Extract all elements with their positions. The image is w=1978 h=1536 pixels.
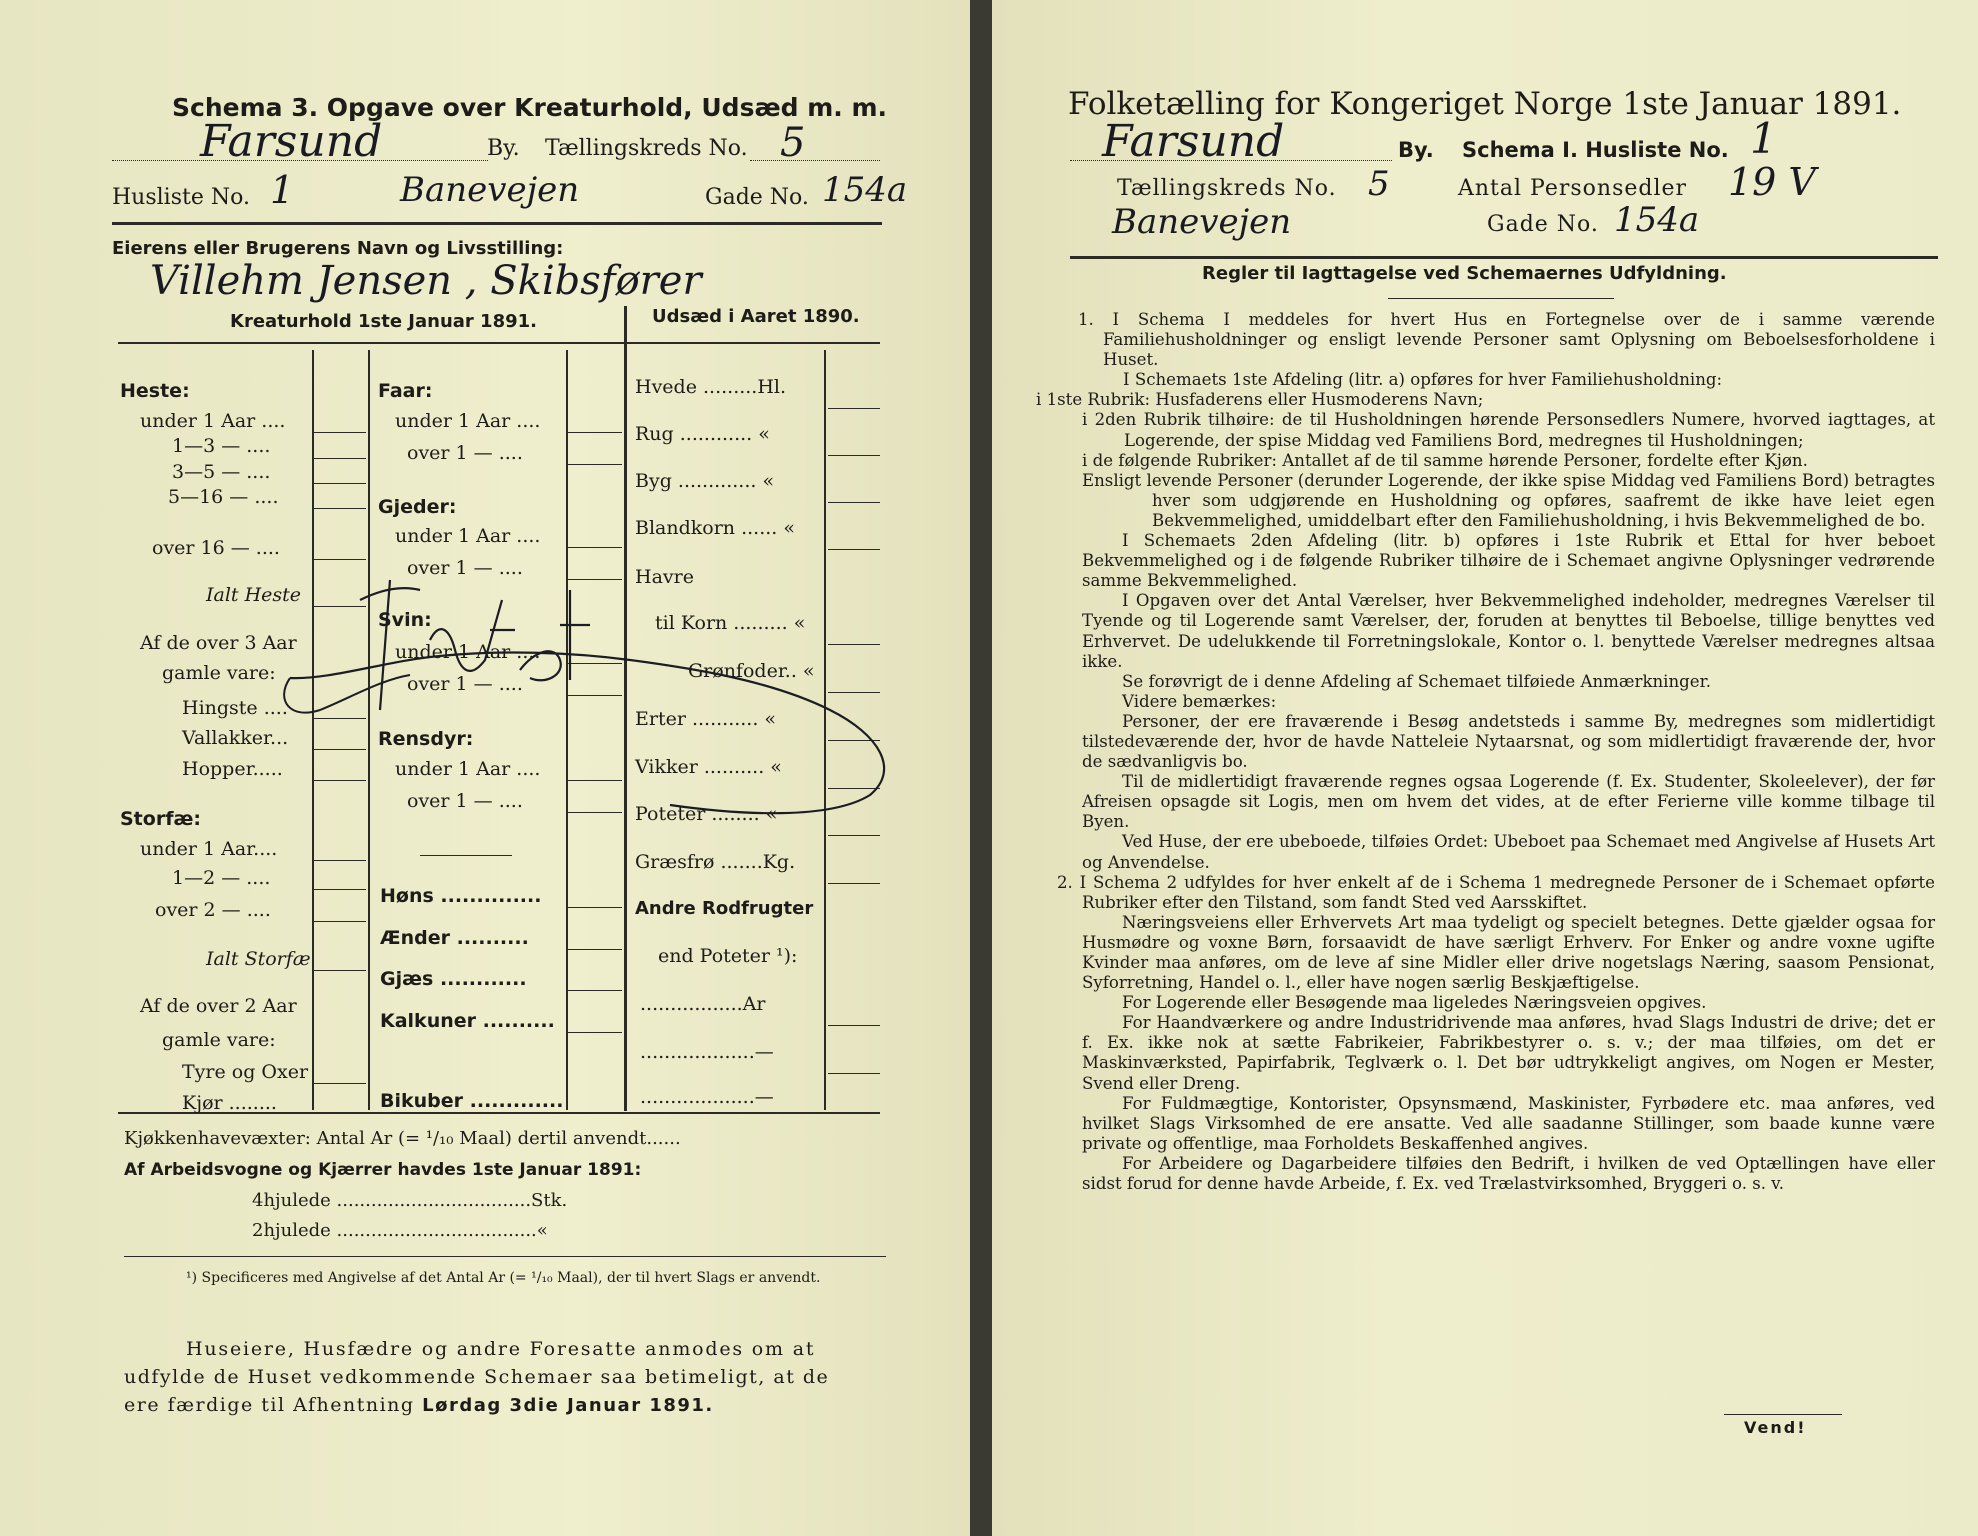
rule-para: For Haandværkere og andre Industridrivende maa anføres, hvad Slags Industri de drive; det er f. Ex. ikke nok at sætte Fabrikeier, Fabrikbestyrer o. s. v.; der maa tilføies, om det er Maskinværksted, Papirfabrik, Teglværk o. l. Det bør udtrykkeligt angives, om Nogen er Mester, Svend eller Dreng. [1082,1013,1935,1093]
storfae-sub-row: Kjør ........ [182,1092,277,1114]
gade-handwritten: 154a [1614,200,1700,240]
rule-para: i de følgende Rubriker: Antallet af de til samme hørende Personer, fordelte efter Kjøn. [1082,450,1808,470]
storfae-label: Storfæ: [120,808,201,830]
fjaerkrae-row: Ænder .......... [380,927,529,949]
udsaed-row: Vikker .......... « [635,756,782,778]
kreaturhold-heading: Kreaturhold 1ste Januar 1891. [230,311,537,332]
faar-row: over 1 — .... [407,442,523,464]
rules-body [1036,310,1935,1194]
kreds-label: Tællingskreds No. [545,136,748,161]
personsedler-label: Antal Personsedler [1458,176,1688,201]
entry-line [314,458,366,459]
kreds-label: Tællingskreds No. [1117,176,1337,201]
storfae-sub-row: Tyre og Oxer [182,1061,309,1083]
census-heading: Folketælling for Kongeriget Norge 1ste Januar 1891. [1068,86,1902,122]
rules-heading: Regler til Iagttagelse ved Schemaernes Udfyldning. [1202,263,1727,284]
city-label: By. [487,136,520,161]
hjulede-4-line: 4hjulede ..................................Stk. [252,1190,568,1211]
faar-row: under 1 Aar .... [395,410,541,432]
schema-husliste-label: Schema I. Husliste No. [1462,138,1729,162]
heste-total: Ialt Heste [206,584,302,606]
hjulede-2-line: 2hjulede ...................................« [252,1220,548,1241]
street-handwritten: Banevejen [400,170,580,210]
arbeidsvogne-line: Af Arbeidsvogne og Kjærrer havdes 1ste Januar 1891: [124,1160,642,1180]
street-handwritten: Banevejen [1112,202,1292,242]
heste-sub-heading: gamle vare: [162,662,276,684]
entry-line [828,1073,880,1074]
entry-line [314,889,366,890]
udsaed-row: Græsfrø .......Kg. [635,851,796,873]
storfae-row: under 1 Aar.... [140,838,278,860]
kjokkenhave-line: Kjøkkenhavevæxter: Antal Ar (= ¹/₁₀ Maal) dertil anvendt...... [124,1128,681,1149]
heste-sub-row: Vallakker... [182,727,289,749]
personsedler-handwritten: 19 V [1728,160,1816,204]
entry-line [568,990,622,991]
heste-row: under 1 Aar .... [140,410,286,432]
rule-2: 2. I Schema 2 udfyldes for hver enkelt af de i Schema 1 medregnede Personer de i Schemaet opførte Rubriker efter den Tilstand, som fandt Sted ved Aarsskiftet. [1057,872,1935,912]
entry-line [568,547,622,548]
rule-para: i 1ste Rubrik: Husfaderens eller Husmoderens Navn; [1036,390,1484,410]
page-gutter [970,0,992,1536]
storfae-sub-heading: gamle vare: [162,1029,276,1051]
entry-line [828,408,880,409]
udsaed-row: Erter ........... « [635,708,777,730]
rule-para: Se forøvrigt de i denne Afdeling af Schemaet tilføiede Anmærkninger. [1122,671,1712,691]
entry-line [828,835,880,836]
husliste-handwritten: 1 [1750,114,1777,163]
entry-line [314,483,366,484]
table-top-rule [118,342,880,344]
fjaerkrae-row: Høns .............. [380,885,542,907]
divider [1070,256,1938,259]
rensdyr-row: over 1 — .... [407,790,523,812]
rensdyr-label: Rensdyr: [378,728,474,750]
entry-line [828,549,880,550]
heste-sub-row: Hopper..... [182,758,283,780]
rule-para: i 2den Rubrik tilhøire: de til Husholdningen hørende Personsedlers Numere, hvorved iagttages, at Logerende, der spise Middag ved Familiens Bord, medregnes til Husholdningen; [1082,410,1935,450]
short-rule [1388,298,1614,299]
right-page-schema-1 [992,0,1978,1536]
rensdyr-row: under 1 Aar .... [395,758,541,780]
udsaed-row: end Poteter ¹): [658,945,798,967]
heste-row: 5—16 — .... [168,486,279,508]
gjeder-row: over 1 — .... [407,557,523,579]
fjaerkrae-row: Kalkuner .......... [380,1010,555,1032]
heste-row: 3—5 — .... [172,461,271,483]
short-rule [1724,1414,1842,1415]
rule-1: 1. I Schema I meddeles for hvert Hus en Fortegnelse over de i samme værende Familiehusholdninger og ensligt levende Personer samt Oplysning om Beboelsesforholdene i Huset. [1078,310,1935,370]
udsaed-row: til Korn ......... « [655,612,806,634]
entry-line [314,970,366,971]
husliste-handwritten: 1 [270,168,295,212]
entry-line [568,432,622,433]
separator [420,855,512,856]
svin-row: over 1 — .... [407,673,523,695]
udsaed-row: Andre Rodfrugter [635,898,814,919]
fjaerkrae-row: Bikuber ............. [380,1090,564,1112]
storfae-row: over 2 — .... [155,899,271,921]
entry-line [828,883,880,884]
entry-line [314,921,366,922]
entry-line [828,455,880,456]
storfae-total: Ialt Storfæ [206,948,311,970]
entry-line [828,502,880,503]
fjaerkrae-row: Gjæs ............ [380,968,527,990]
svin-row: under 1 Aar .... [395,641,541,663]
udsaed-row: Hvede .........Hl. [635,376,787,398]
heste-sub-heading: Af de over 3 Aar [140,632,297,654]
rule-para: Næringsveiens eller Erhvervets Art maa tydeligt og specielt betegnes. Dette gjælder ogsaa for Husmødre og voxne Børn, forsaavidt de have særligt Erhverv. For Enker og andre voxne ugifte Kvinder maa anføres, om de leve af sine Midler eller drive nogetslags Næring, saasom Pensionat, Syforretning, Handel o. l., eller have nogen særlig Beskjæftigelse. [1082,912,1935,993]
rule-para: For Logerende eller Besøgende maa ligeledes Næringsveien opgives. [1122,993,1707,1013]
gade-label: Gade No. [705,185,809,210]
entry-line [828,1025,880,1026]
gjeder-label: Gjeder: [378,496,457,518]
entry-line [568,907,622,908]
rule-para: Ensligt levende Personer (derunder Logerende, der ikke spise Middag ved Familiens Bord) betragtes hver som udgjørende en Husholdning og opføres, saafremt de ikke have leiet egen Bekvemmelighed, umiddelbart efter den Familiehusholdning, i hvis Bekvemmelighed de bo. [1082,470,1935,530]
gjeder-row: under 1 Aar .... [395,525,541,547]
owner-label: Eierens eller Brugerens Navn og Livsstilling: [112,238,564,259]
gade-handwritten: 154a [822,170,908,210]
udsaed-row: ...................— [640,1086,774,1108]
heste-sub-row: Hingste .... [182,697,288,719]
kreds-handwritten: 5 [780,120,806,166]
entry-line [314,432,366,433]
schema-3-heading: Schema 3. Opgave over Kreaturhold, Udsæd m. m. [172,93,888,122]
entry-line [568,1032,622,1033]
storfae-sub-heading: Af de over 2 Aar [140,995,297,1017]
rule-para: I Opgaven over det Antal Værelser, hver Bekvemmelighed indeholder, medregnes Værelser til Tyende og til Logerende samt Værelser, der, foruden at benyttes til Beboelse, tillige benyttes ved Erhvervet. De udelukkende til Forretningslokale, Kontor o. l. benyttede Værelser medregnes altsaa ikke. [1082,591,1935,671]
udsaed-row: Havre [635,566,694,588]
left-page-schema-3 [0,0,970,1536]
udsaed-row: ...................— [640,1041,774,1063]
entry-line [314,1083,366,1084]
rule-para: For Fuldmægtige, Kontorister, Opsynsmænd, Maskinister, Fyrbødere etc. maa anføres, ved hvilket Slags Virksomhed de ere ansatte. Ved alle saadanne Stillinger, som baade kunne være private og offentlige, maa Forholdets Beskaffenhed angives. [1082,1093,1935,1153]
rule-para: Til de midlertidigt fraværende regnes ogsaa Logerende (f. Ex. Studenter, Skoleelever), der før Afreisen opsagde sit Logis, men om hvem det vides, at de efter Ferierne ville komme tilbage til Byen. [1082,772,1935,832]
udsaed-row: Poteter ........ « [635,803,778,825]
city-handwritten: Farsund [200,116,383,167]
divider [112,222,882,225]
storfae-row: 1—2 — .... [172,867,271,889]
udsaed-heading: Udsæd i Aaret 1890. [652,306,860,327]
heste-label: Heste: [120,380,190,402]
heste-row: 1—3 — .... [172,435,271,457]
rule-para: I Schemaets 1ste Afdeling (litr. a) opføres for hver Familiehusholdning: [1123,370,1723,390]
svin-label: Svin: [378,609,432,631]
request-line-1: Huseiere, Husfædre og andre Foresatte anmodes om at [186,1338,816,1360]
owner-handwritten: Villehm Jensen , Skibsfører [150,258,702,304]
rule-para: Personer, der ere fraværende i Besøg andetsteds i samme By, medregnes som midlertidigt tilstedeværende der, hvor de havde Natteleie Nytaarsnat, og som midlertidigt fraværende der, hvor de sædvanligvis bo. [1082,711,1935,772]
vend-label: Vend! [1744,1418,1807,1437]
gade-label: Gade No. [1487,212,1599,237]
footnote: ¹) Specificeres med Angivelse af det Antal Ar (= ¹/₁₀ Maal), der til hvert Slags er anvendt. [186,1270,821,1286]
divider [124,1256,886,1257]
entry-line [314,860,366,861]
rule-para: For Arbeidere og Dagarbeidere tilføies den Bedrift, i hvilken de ved Optællingen have eller sidst forud for denne havde Arbeide, f. Ex. ved Trælastvirksomhed, Bryggeri o. s. v. [1082,1153,1935,1194]
request-line-3: ere færdige til Afhentning Lørdag 3die Januar 1891. [124,1394,714,1416]
kreds-handwritten: 5 [1368,164,1390,204]
request-line-2: udfylde de Huset vedkommende Schemaer saa betimeligt, at de [124,1366,830,1388]
city-handwritten: Farsund [1102,116,1285,167]
rule-para: I Schemaets 2den Afdeling (litr. b) opføres i 1ste Rubrik et Ettal for hver beboet Bekvemmelighed og i de følgende Rubriker tilhøire de i Schemaet angivne Oplysninger vedrørende samme Bekvemmelighed. [1082,531,1935,591]
faar-label: Faar: [378,380,433,402]
entry-line [568,949,622,950]
husliste-label: Husliste No. [112,185,250,210]
entry-line [568,464,622,465]
udsaed-row: Rug ............ « [635,423,770,445]
by-label: By. [1398,138,1434,162]
udsaed-row: .................Ar [640,993,766,1015]
heste-row: over 16 — .... [152,537,280,559]
udsaed-row: Grønfoder.. « [688,660,815,682]
rule-para: Ved Huse, der ere ubeboede, tilføies Ordet: Ubeboet paa Schemaet med Angivelse af Husets Art og Anvendelse. [1082,832,1935,872]
dotted-line [750,160,880,162]
udsaed-row: Byg ............. « [635,470,775,492]
rule-para: Videre bemærkes: [1122,691,1277,711]
udsaed-row: Blandkorn ...... « [635,517,795,539]
entry-line [314,508,366,509]
